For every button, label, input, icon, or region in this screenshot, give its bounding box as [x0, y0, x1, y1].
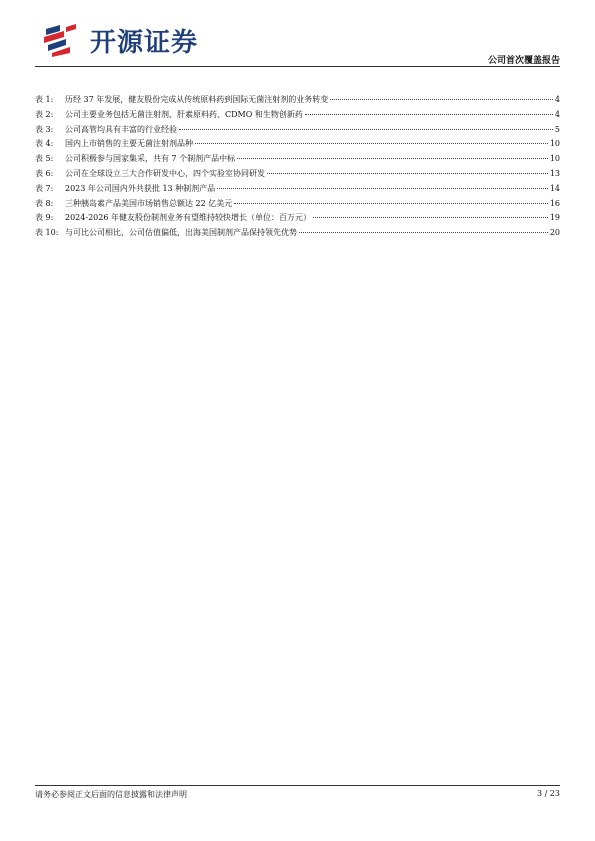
- toc-entry-label: 表 4:: [35, 139, 54, 149]
- toc-entry-label: 表 3:: [35, 124, 54, 134]
- toc-entry-title: 公司积极参与国家集采，共有 7 个制剂产品中标: [65, 154, 236, 164]
- toc-entry-title: 历经 37 年发展，健友股份完成从传统原料药到国际无菌注射剂的业务转变: [65, 95, 329, 104]
- footer-divider: [35, 785, 560, 786]
- toc-dot-leader: [237, 158, 548, 159]
- toc-dot-leader: [267, 173, 548, 174]
- toc-entry-page: 4: [554, 95, 560, 104]
- toc-entry[interactable]: [35, 93, 560, 108]
- toc-entry[interactable]: [35, 137, 560, 152]
- logo-text: 开源证券: [90, 27, 199, 58]
- toc-entry-title: 公司主要业务包括无菌注射剂、肝素原料药、CDMO 和生物创新药: [65, 109, 303, 119]
- logo-mark-icon: [42, 23, 88, 57]
- toc-entry-label: 表 1:: [35, 95, 54, 104]
- toc-entry-title: 三种胰岛素产品美国市场销售总额达 22 亿美元: [65, 198, 233, 208]
- toc-entry-label: 表 10:: [35, 228, 59, 238]
- toc-entry-page: 10: [549, 139, 560, 149]
- toc-entry[interactable]: [35, 182, 560, 197]
- toc-entry-label: 表 2:: [35, 109, 54, 119]
- toc-entry[interactable]: [35, 123, 560, 138]
- toc-dot-leader: [234, 203, 548, 204]
- toc-dot-leader: [217, 188, 548, 189]
- report-type-label: 公司首次覆盖报告: [487, 56, 560, 66]
- toc-entry-page: 5: [554, 124, 560, 134]
- toc-entry-label: 表 5:: [35, 154, 54, 164]
- toc-entry[interactable]: [35, 211, 560, 226]
- toc-entry[interactable]: [35, 152, 560, 167]
- toc-entry-title: 国内上市销售的主要无菌注射剂品种: [65, 139, 193, 149]
- toc-entry-title: 公司在全球设立三大合作研发中心，四个实验室协同研发: [65, 168, 265, 178]
- toc-entry-page: 10: [549, 154, 560, 164]
- toc-dot-leader: [305, 114, 553, 115]
- toc-entry-page: 16: [549, 198, 560, 208]
- toc-dot-leader: [330, 99, 553, 100]
- toc-dot-leader: [299, 232, 548, 233]
- toc-entry-title: 2023 年公司国内外共获批 13 种制剂产品: [65, 183, 216, 193]
- toc-entry-title: 与可比公司相比，公司估值偏低，出海美国制剂产品保持领先优势: [65, 228, 297, 238]
- toc-entry-page: 20: [549, 228, 560, 238]
- toc-entry-title: 2024-2026 年健友股份制剂业务有望维持较快增长（单位：百万元）: [65, 213, 311, 223]
- toc-entry[interactable]: [35, 226, 560, 241]
- footer-disclaimer: 请务必参阅正文后面的信息披露和法律声明: [35, 790, 187, 799]
- header-divider: [35, 66, 560, 67]
- toc-dot-leader: [195, 143, 548, 144]
- toc-entry-label: 表 6:: [35, 168, 54, 178]
- toc-entry[interactable]: [35, 197, 560, 212]
- toc-entry[interactable]: [35, 167, 560, 182]
- page-number: 3 / 23: [536, 789, 560, 798]
- toc-entry[interactable]: [35, 108, 560, 123]
- toc-entry-label: 表 9:: [35, 213, 54, 223]
- table-of-tables-list: [35, 93, 560, 241]
- toc-entry-label: 表 7:: [35, 183, 54, 193]
- toc-entry-page: 14: [549, 183, 560, 193]
- toc-entry-title: 公司高管均具有丰富的行业经验: [65, 124, 177, 134]
- company-logo: [42, 22, 198, 58]
- toc-entry-page: 4: [554, 109, 560, 119]
- toc-entry-page: 19: [549, 213, 560, 223]
- toc-dot-leader: [179, 129, 553, 130]
- toc-dot-leader: [313, 217, 548, 218]
- toc-entry-page: 13: [549, 168, 560, 178]
- toc-entry-label: 表 8:: [35, 198, 54, 208]
